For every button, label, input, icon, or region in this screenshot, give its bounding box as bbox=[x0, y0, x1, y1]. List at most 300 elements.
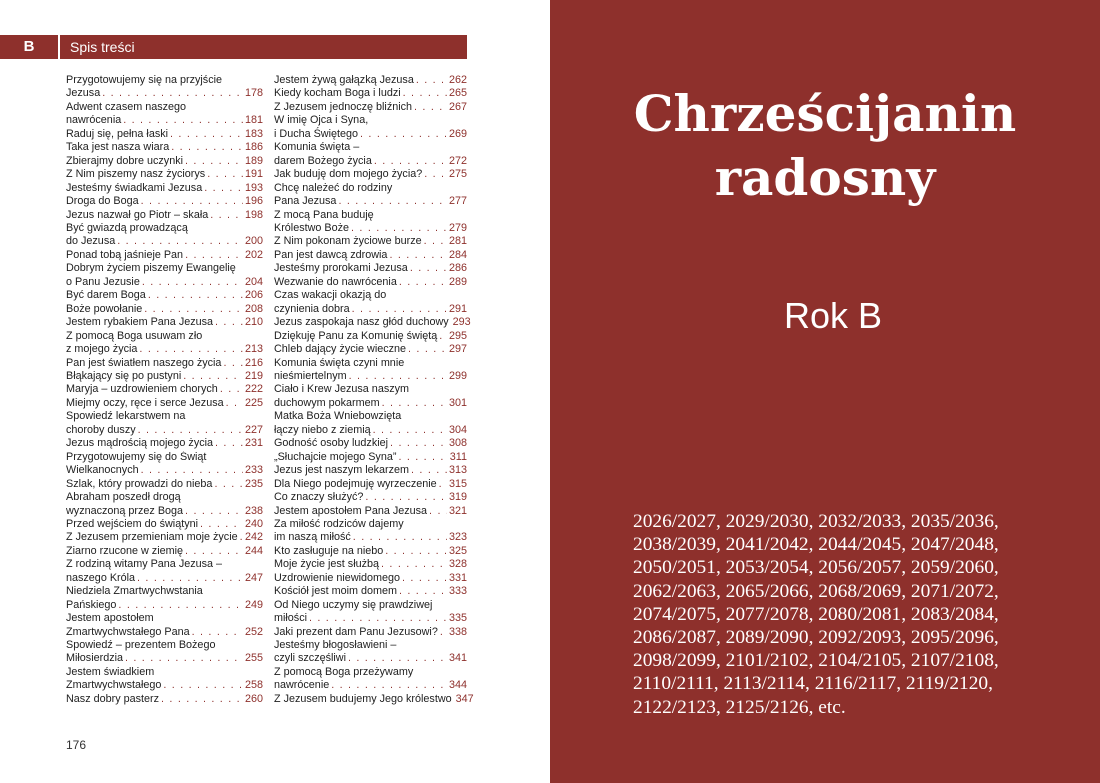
toc-entry-row bbox=[66, 114, 263, 127]
toc-entry bbox=[66, 451, 263, 478]
dot-leader bbox=[371, 424, 447, 437]
toc-entry-row bbox=[274, 168, 467, 181]
toc-entry-row bbox=[274, 235, 467, 248]
dot-leader bbox=[358, 128, 447, 141]
toc-entry-page: 249 bbox=[244, 598, 263, 611]
toc-entry-page: 328 bbox=[448, 558, 467, 571]
book-title bbox=[550, 82, 1100, 210]
dot-leader bbox=[190, 626, 243, 639]
dot-leader bbox=[205, 168, 243, 181]
toc-entry-page: 242 bbox=[244, 531, 263, 544]
toc-entry-row bbox=[274, 330, 467, 343]
toc-entry bbox=[66, 141, 263, 154]
dot-leader bbox=[224, 397, 243, 410]
book-title-line-2: radosny bbox=[714, 148, 936, 207]
toc-entry-row bbox=[274, 437, 467, 450]
toc-entry-title-line: Pan jest światłem naszego życia bbox=[66, 356, 222, 369]
toc-entry-title-line: duchowym pokarmem bbox=[274, 396, 380, 409]
toc-entry bbox=[274, 478, 467, 491]
toc-entry-row bbox=[66, 168, 263, 181]
toc-entry-title-line: Jesteśmy błogosławieni – bbox=[274, 639, 397, 652]
toc-entry bbox=[66, 585, 263, 612]
dot-leader bbox=[221, 357, 243, 370]
dot-leader bbox=[379, 558, 447, 571]
toc-entry-row bbox=[66, 276, 263, 289]
toc-entry-title-line: Spowiedź lekarstwem na bbox=[66, 410, 186, 423]
toc-entry-title-line: Zmartwychwstałego bbox=[66, 679, 162, 692]
toc-entry bbox=[274, 262, 467, 275]
dot-leader bbox=[397, 276, 447, 289]
dot-leader bbox=[372, 155, 447, 168]
toc-entry-row bbox=[66, 141, 263, 154]
toc-entry-title-line: Uzdrowienie niewidomego bbox=[274, 571, 401, 584]
toc-entry bbox=[66, 316, 263, 329]
right-page bbox=[550, 0, 1100, 783]
toc-entry-title-line: Z mocą Pana buduję bbox=[274, 208, 374, 221]
toc-entry-row bbox=[66, 505, 263, 518]
toc-entry-row bbox=[66, 437, 263, 450]
toc-entry bbox=[274, 168, 467, 181]
toc-entry-title-line: Chcę należeć do rodziny bbox=[274, 181, 393, 194]
toc-entry-page: 231 bbox=[244, 437, 263, 450]
toc-entry bbox=[66, 168, 263, 181]
toc-entry bbox=[66, 545, 263, 558]
dot-leader bbox=[406, 343, 447, 356]
dot-leader bbox=[137, 343, 243, 356]
toc-entry bbox=[66, 195, 263, 208]
toc-entry-title-line: Nasz dobry pasterz bbox=[66, 692, 160, 705]
toc-entry-page: 191 bbox=[244, 168, 263, 181]
toc-entry bbox=[274, 276, 467, 289]
toc-entry-title-line: Jestem żywą gałązką Jezusa bbox=[274, 74, 414, 86]
toc-entry-page: 313 bbox=[448, 464, 467, 477]
toc-entry-row bbox=[274, 397, 467, 410]
toc-entry-title-line: Wielkanocnych bbox=[66, 464, 139, 477]
dot-leader bbox=[397, 585, 447, 598]
toc-entry-title-line: Jestem rybakiem Pana Jezusa bbox=[66, 316, 214, 329]
toc-entry bbox=[66, 518, 263, 531]
toc-entry-page: 265 bbox=[448, 87, 467, 100]
toc-entry bbox=[274, 437, 467, 450]
dot-leader bbox=[115, 235, 243, 248]
dot-leader bbox=[123, 652, 243, 665]
dot-leader bbox=[100, 87, 243, 100]
dot-leader bbox=[159, 693, 243, 706]
toc-entry-title-line: Co znaczy służyć? bbox=[274, 491, 364, 504]
toc-entry bbox=[66, 437, 263, 450]
toc-entry-page: 275 bbox=[448, 168, 467, 181]
dot-leader bbox=[218, 383, 243, 396]
toc-entry bbox=[66, 262, 263, 289]
toc-entry bbox=[66, 612, 263, 639]
toc-entry-title-line: Przygotowujemy się na przyjście bbox=[66, 74, 223, 86]
toc-entry-title-line: Przygotowujemy się do Świąt bbox=[66, 450, 207, 463]
toc-entry-row bbox=[66, 357, 263, 370]
toc-entry-title-line: Kościół jest moim domem bbox=[274, 585, 397, 598]
toc-entry bbox=[66, 693, 263, 706]
toc-entry-title-line: Jaki prezent dam Panu Jezusowi? bbox=[274, 625, 438, 638]
toc-entry-title-line: Szlak, który prowadzi do nieba bbox=[66, 477, 213, 490]
toc-entry-page: 308 bbox=[448, 437, 467, 450]
toc-entry-title-line: Z rodziną witamy Pana Jezusa – bbox=[66, 558, 223, 571]
toc-entry bbox=[66, 357, 263, 370]
toc-entry-title-line: Ponad tobą jaśnieje Pan bbox=[66, 248, 184, 261]
toc-entry-page: 284 bbox=[448, 248, 467, 261]
toc-entry-title-line: Moje życie jest służbą bbox=[274, 558, 380, 571]
toc-entry-row bbox=[66, 343, 263, 356]
toc-entry-page: 227 bbox=[244, 423, 263, 436]
toc-entry bbox=[274, 209, 467, 236]
toc-entry bbox=[274, 558, 467, 571]
dot-leader bbox=[116, 599, 243, 612]
toc-entry-page: 178 bbox=[244, 87, 263, 100]
toc-entry-title-line: Od Niego uczymy się prawdziwej bbox=[274, 598, 433, 611]
toc-entry-page: 344 bbox=[448, 679, 467, 692]
toc-entry bbox=[274, 585, 467, 598]
toc-entry-title-line: W imię Ojca i Syna, bbox=[274, 114, 369, 127]
toc-entry-page: 297 bbox=[448, 343, 467, 356]
toc-entry-row bbox=[66, 316, 263, 329]
toc-entry-page: 204 bbox=[244, 275, 263, 288]
toc-entry bbox=[274, 692, 474, 706]
toc-entry-page: 279 bbox=[448, 221, 467, 234]
dot-leader bbox=[212, 478, 243, 491]
toc-entry bbox=[66, 74, 263, 101]
toc-entry-title-line: Jezus nazwał go Piotr – skała bbox=[66, 208, 209, 221]
dot-leader bbox=[388, 437, 447, 450]
dot-leader bbox=[213, 437, 243, 450]
toc-entry-title-line: i Ducha Świętego bbox=[274, 127, 359, 140]
toc-entry-title-line: Z Jezusem przemieniam moje życie bbox=[66, 531, 238, 544]
toc-entry-title-line: Królestwo Boże bbox=[274, 221, 350, 234]
toc-entry-page: 183 bbox=[244, 127, 263, 140]
toc-entry-title-line: o Panu Jezusie bbox=[66, 275, 140, 288]
toc-entry bbox=[274, 182, 467, 209]
toc-entry-page: 323 bbox=[448, 531, 467, 544]
toc-entry bbox=[66, 478, 263, 491]
toc-entry-row bbox=[274, 87, 467, 100]
toc-entry-title-line: Chleb dający życie wieczne bbox=[274, 343, 407, 356]
dot-leader bbox=[347, 370, 447, 383]
toc-entry-row bbox=[66, 128, 263, 141]
toc-entry-title-line: im naszą miłość bbox=[274, 531, 351, 544]
toc-entry-title-line: Błąkający się po pustyni bbox=[66, 369, 182, 382]
toc-entry-row bbox=[274, 679, 467, 692]
toc-entry-row bbox=[274, 531, 467, 544]
toc-entry bbox=[66, 639, 263, 666]
toc-entry-row bbox=[274, 316, 471, 329]
toc-entry bbox=[66, 289, 263, 302]
toc-entry-page: 272 bbox=[448, 154, 467, 167]
toc-entry-row bbox=[66, 531, 263, 544]
toc-entry-row bbox=[66, 303, 263, 316]
toc-entry-title-line: Być gwiazdą prowadzącą bbox=[66, 221, 188, 234]
section-title: Spis treści bbox=[70, 39, 135, 55]
toc-entry-title-line: Spowiedź – prezentem Bożego bbox=[66, 639, 216, 652]
toc-entry-row bbox=[274, 626, 467, 639]
toc-entry-page: 338 bbox=[448, 625, 467, 638]
toc-entry-page: 311 bbox=[449, 450, 467, 463]
toc-entry-row bbox=[66, 518, 263, 531]
toc-entry-title-line: Miłosierdzia bbox=[66, 652, 123, 665]
toc-entry-row bbox=[274, 558, 467, 571]
toc-entry-page: 295 bbox=[448, 329, 467, 342]
toc-entry-page: 319 bbox=[448, 491, 467, 504]
toc-entry-page: 335 bbox=[448, 612, 467, 625]
dot-leader bbox=[412, 101, 447, 114]
liturgical-year-label: Rok B bbox=[783, 295, 883, 336]
toc-entry-page: 244 bbox=[244, 544, 263, 557]
toc-entry-row bbox=[66, 397, 263, 410]
toc-entry-page: 299 bbox=[448, 369, 467, 382]
dot-leader bbox=[183, 249, 243, 262]
toc-entry-page: 255 bbox=[244, 652, 263, 665]
dot-leader bbox=[202, 182, 243, 195]
toc-entry-row bbox=[66, 652, 263, 665]
toc-entry-title-line: Jesteśmy świadkami Jezusa bbox=[66, 181, 203, 194]
toc-entry bbox=[274, 451, 467, 464]
dot-leader bbox=[400, 572, 447, 585]
toc-entry-title-line: Za miłość rodziców dajemy bbox=[274, 517, 404, 530]
toc-entry-row bbox=[66, 289, 263, 302]
dot-leader bbox=[136, 424, 243, 437]
dot-leader bbox=[329, 679, 447, 692]
toc-entry-title-line: Komunia święta czyni mnie bbox=[274, 356, 405, 369]
toc-entry-title-line: Boże powołanie bbox=[66, 302, 143, 315]
toc-entry-page: 331 bbox=[448, 571, 467, 584]
dot-leader bbox=[307, 612, 447, 625]
toc-entry-title-line: Z Nim pokonam życiowe burze bbox=[274, 235, 422, 248]
toc-entry-row bbox=[274, 276, 467, 289]
toc-entry-title-line: czynienia dobra bbox=[274, 302, 350, 315]
toc-entry-title-line: Przed wejściem do świątyni bbox=[66, 517, 199, 530]
toc-entry-row bbox=[274, 652, 467, 665]
toc-entry-title-line: Ciało i Krew Jezusa naszym bbox=[274, 383, 410, 396]
toc-entry-row bbox=[66, 545, 263, 558]
dot-leader bbox=[438, 626, 447, 639]
toc-entry bbox=[274, 464, 467, 477]
toc-entry bbox=[274, 383, 467, 410]
toc-entry bbox=[66, 222, 263, 249]
toc-entry-page: 208 bbox=[244, 302, 263, 315]
toc-entry-row bbox=[274, 464, 467, 477]
page-number: 176 bbox=[66, 738, 87, 752]
book-title-line-1: Chrześcijanin bbox=[633, 84, 1017, 143]
toc-entry bbox=[274, 141, 467, 168]
toc-entry-title-line: naszego Króla bbox=[66, 571, 136, 584]
toc-entry-title-line: darem Bożego życia bbox=[274, 154, 372, 167]
toc-entry-page: 222 bbox=[244, 383, 263, 396]
toc-entry-row bbox=[274, 424, 467, 437]
toc-entry-page: 281 bbox=[448, 235, 467, 248]
toc-entry-row bbox=[66, 235, 263, 248]
section-letter: B bbox=[23, 38, 35, 55]
toc-entry-row bbox=[274, 478, 467, 491]
toc-entry-title-line: nawrócenie bbox=[274, 679, 330, 692]
toc-entry-title-line: łączy niebo z ziemią bbox=[274, 423, 371, 436]
toc-entry-title-line: Czas wakacji okazją do bbox=[274, 289, 387, 302]
toc-entry-row bbox=[274, 505, 467, 518]
toc-entry-page: 258 bbox=[244, 679, 263, 692]
dot-leader bbox=[142, 303, 243, 316]
toc-entry-page: 247 bbox=[244, 571, 263, 584]
toc-entry-row bbox=[66, 572, 263, 585]
toc-entry-title-line: Być darem Boga bbox=[66, 289, 146, 302]
toc-entry-page: 277 bbox=[448, 195, 467, 208]
toc-entry-row bbox=[274, 74, 467, 87]
toc-entry bbox=[66, 128, 263, 141]
dot-leader bbox=[408, 262, 447, 275]
dot-leader bbox=[437, 478, 447, 491]
dot-leader bbox=[437, 330, 447, 343]
dot-leader bbox=[336, 195, 447, 208]
toc-entry bbox=[66, 182, 263, 195]
toc-entry-page: 286 bbox=[448, 262, 467, 275]
toc-entry-title-line: „Słuchajcie mojego Syna” bbox=[274, 450, 397, 463]
toc-entry-row bbox=[66, 464, 263, 477]
toc-entry-row bbox=[66, 424, 263, 437]
toc-entry-title-line: Pana Jezusa bbox=[274, 195, 337, 208]
toc-entry bbox=[274, 114, 467, 141]
toc-entry-title-line: wyznaczoną przez Boga bbox=[66, 504, 184, 517]
toc-entry bbox=[66, 383, 263, 396]
dot-leader bbox=[198, 518, 243, 531]
toc-entry-title-line: Jezusa bbox=[66, 87, 101, 100]
toc-entry-title-line: Wezwanie do nawrócenia bbox=[274, 275, 397, 288]
dot-leader bbox=[383, 545, 447, 558]
toc-entry-title-line: Godność osoby ludzkiej bbox=[274, 437, 389, 450]
toc-entry-title-line: choroby duszy bbox=[66, 423, 136, 436]
toc-entry-page: 216 bbox=[244, 356, 263, 369]
toc-entry-row bbox=[274, 451, 467, 464]
dot-leader bbox=[422, 235, 447, 248]
toc-entry-title-line: Zmartwychwstałego Pana bbox=[66, 625, 190, 638]
toc-entry-title-line: miłości bbox=[274, 612, 307, 625]
toc-entry bbox=[66, 303, 263, 316]
toc-entry-row bbox=[66, 87, 263, 100]
toc-column-right bbox=[274, 74, 474, 706]
toc-entry bbox=[66, 209, 263, 222]
toc-entry-title-line: Jak buduję dom mojego życia? bbox=[274, 168, 423, 181]
toc-entry-page: 321 bbox=[448, 504, 467, 517]
toc-entry-page: 210 bbox=[244, 316, 263, 329]
toc-entry-row bbox=[66, 249, 263, 262]
toc-entry-title-line: do Jezusa bbox=[66, 235, 116, 248]
toc-entry-row bbox=[66, 679, 263, 692]
toc-entry bbox=[274, 316, 471, 329]
toc-entry-page: 233 bbox=[244, 464, 263, 477]
dot-leader bbox=[139, 464, 243, 477]
toc-entry-page: 196 bbox=[244, 195, 263, 208]
toc-entry-page: 206 bbox=[244, 289, 263, 302]
toc-entry-title-line: Droga do Boga bbox=[66, 195, 139, 208]
toc-entry-title-line: Kiedy kocham Boga i ludzi bbox=[274, 87, 401, 100]
toc-entry-row bbox=[274, 585, 467, 598]
dot-leader bbox=[183, 545, 243, 558]
dot-leader bbox=[351, 531, 447, 544]
toc-entry-title-line: nawrócenia bbox=[66, 114, 122, 127]
toc-entry-page: 238 bbox=[244, 504, 263, 517]
toc-entry-row bbox=[274, 249, 467, 262]
toc-entry-title-line: Jestem świadkiem bbox=[66, 665, 155, 678]
toc-entry-page: 202 bbox=[244, 248, 263, 261]
dot-leader bbox=[350, 303, 447, 316]
toc-entry bbox=[274, 249, 467, 262]
toc-entry-page: 262 bbox=[448, 74, 467, 86]
toc-entry bbox=[274, 491, 467, 504]
toc-entry bbox=[66, 410, 263, 437]
toc-entry-row bbox=[274, 128, 467, 141]
toc-entry bbox=[274, 545, 467, 558]
dot-leader bbox=[161, 679, 243, 692]
toc-entry-title-line: Adwent czasem naszego bbox=[66, 100, 187, 113]
toc-entry-row bbox=[66, 693, 263, 706]
header-divider bbox=[58, 35, 60, 59]
toc-entry-title-line: Miejmy oczy, ręce i serce Jezusa bbox=[66, 396, 224, 409]
toc-entry bbox=[274, 626, 467, 639]
toc-entry bbox=[274, 87, 467, 100]
toc-entry-title-line: Jezus mądrością mojego życia bbox=[66, 437, 214, 450]
toc-entry-row bbox=[66, 155, 263, 168]
toc-entry-page: 341 bbox=[448, 652, 467, 665]
dot-leader bbox=[396, 451, 447, 464]
toc-entry-row bbox=[274, 370, 467, 383]
toc-entry-row bbox=[66, 195, 263, 208]
toc-entry-row bbox=[274, 195, 467, 208]
toc-entry-page: 333 bbox=[448, 585, 467, 598]
toc-entry-row bbox=[274, 101, 467, 114]
toc-entry-title-line: Zbierajmy dobre uczynki bbox=[66, 154, 184, 167]
toc-entry-title-line: Ziarno rzucone w ziemię bbox=[66, 544, 184, 557]
dot-leader bbox=[409, 464, 447, 477]
toc-entry-title-line: Kto zasługuje na niebo bbox=[274, 544, 384, 557]
toc-entry-row bbox=[274, 303, 467, 316]
toc-entry-page: 291 bbox=[448, 302, 467, 315]
toc-entry-title-line: Abraham poszedł drogą bbox=[66, 491, 181, 504]
dot-leader bbox=[169, 141, 243, 154]
toc-entry-title-line: Niedziela Zmartwychwstania bbox=[66, 585, 203, 598]
dot-leader bbox=[387, 249, 447, 262]
toc-entry-row bbox=[274, 612, 467, 625]
toc-entry-title-line: Pan jest dawcą zdrowia bbox=[274, 248, 388, 261]
section-header-bar bbox=[0, 35, 467, 59]
toc-entry-page: 193 bbox=[244, 181, 263, 194]
toc-entry-page: 269 bbox=[448, 127, 467, 140]
toc-entry-title-line: Pańskiego bbox=[66, 598, 117, 611]
toc-entry-page: 189 bbox=[244, 154, 263, 167]
dot-leader bbox=[181, 370, 243, 383]
toc-entry-row bbox=[66, 370, 263, 383]
toc-entry bbox=[274, 330, 467, 343]
toc-entry-title-line: Z pomocą Boga usuwam zło bbox=[66, 329, 203, 342]
toc-entry-title-line: Dla Niego podejmuję wyrzeczenie bbox=[274, 477, 437, 490]
toc-entry bbox=[66, 370, 263, 383]
toc-entry bbox=[66, 101, 263, 128]
toc-entry-row bbox=[274, 155, 467, 168]
toc-entry-row bbox=[66, 478, 263, 491]
toc-entry-title-line: Jestem apostołem Pana Jezusa bbox=[274, 504, 428, 517]
years-list: 2026/2027, 2029/2030, 2032/2033, 2035/2036, 2038/2039, 2041/2042, 2044/2045, 2047/2048, 2050/2051, 2053/2054, 2056/2057, 2059/2060, 2062/2063, 2065/2066, 2068/2069, 2071/2072, 2074/2075, 2077/2078, 2080/2081, 2083/2084, 2086/2087, 2089/2090, 2092/2093, 2095/2096, 2098/2099, 2101/2102, 2104/2105, 2107/2108, 2110/2111, 2113/2114, 2116/2117, 2119/2120, 2122/2123, 2125/2126, etc. bbox=[633, 511, 999, 718]
toc-entry bbox=[66, 491, 263, 518]
toc-entry bbox=[66, 330, 263, 357]
toc-entry-title-line: Taka jest nasza wiara bbox=[66, 141, 170, 154]
dot-leader bbox=[168, 128, 243, 141]
toc-entry-row bbox=[274, 692, 474, 706]
dot-leader bbox=[422, 168, 447, 181]
toc-entry-title-line: Jesteśmy prorokami Jezusa bbox=[274, 262, 408, 275]
toc-entry-row bbox=[274, 491, 467, 504]
toc-entry bbox=[274, 572, 467, 585]
